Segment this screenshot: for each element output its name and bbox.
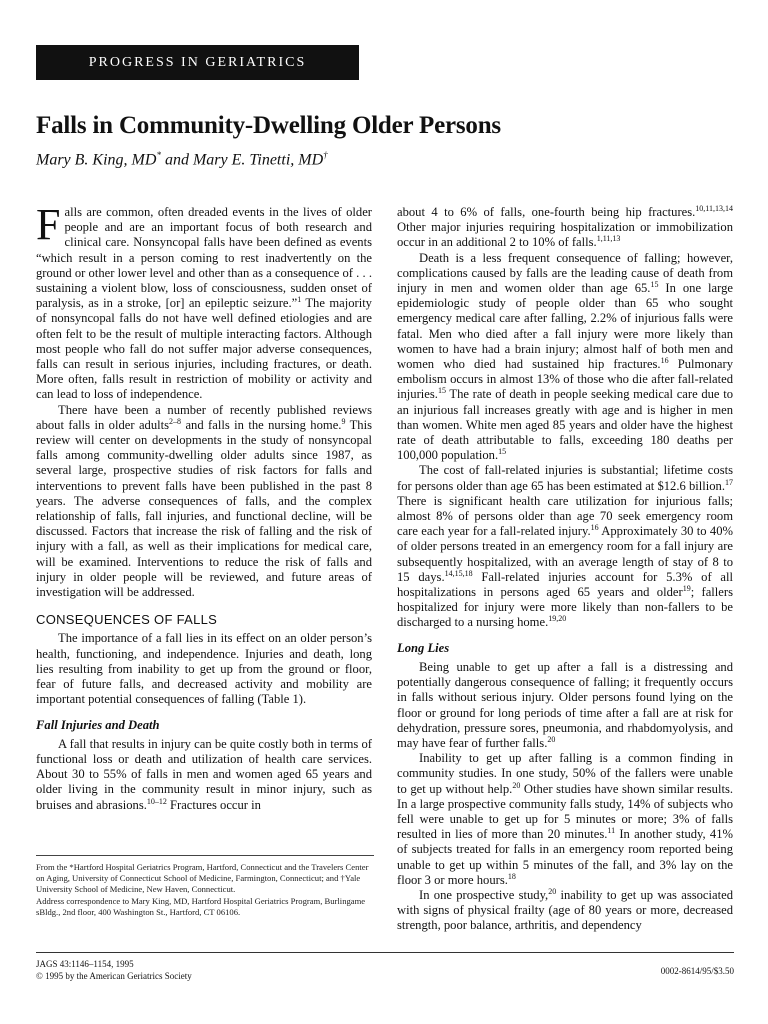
affiliation-mark-2: † [323,150,328,160]
consequences-paragraph: The importance of a fall lies in its effect on an older person’s health, functioning, and independence. Injuries and death, long lies resulting from inability to get up from the ground or floor, fear of future falls, and decreased activity and mobility are important potential consequences of falling (Table 1). [36,631,372,707]
drop-cap: F [36,200,61,249]
intro-paragraph-2: There have been a number of recently published reviews about falls in older adults$^{2-8}$ and falls in the nursing home.$^9$ This review will center on developments in the study of nonsyncopal falls among community-dwelling older adults since 1987, as several large, prospective studies of risk factors for falls and interventions to prevent falls have been published in the past 8 years. The adverse consequences of falls, and the complex relationship of falls, fall injuries, and functional decline, will be discussed. Factors that increase the risk of falling and the risk of injury with a fall, as well as their implications for medical care, will be examined. Interventions to reduce the risk of falls and injury in older people will be reviewed, and future areas of investigation will be addressed. [36,402,373,600]
subheading-long-lies: Long Lies [397,640,450,655]
affiliation-footnote: From the *Hartford Hospital Geriatrics Program, Hartford, Connecticut and the Travelers Center on Aging, University of Connecticut School of Medicine, Farmington, Connecticut; and †Yale University School of Medicine, New Haven, Connecticut. [36,862,369,894]
footer-divider [36,952,734,953]
article-code: 0002-8614/95/$3.50 [660,966,734,976]
long-lies-paragraph-1: Being unable to get up after a fall is a distressing and potentially dangerous consequence of falling; it frequently occurs in falls without serious injury. Older persons found lying on the floor or ground for long periods of time after a fall are at risk for dehydration, pressure sores, pneumonia, and rhabdomyolysis, and may have fear of further falls.$^{20}$ [397,659,733,750]
author-1: Mary B. King, MD [36,151,157,169]
affiliation-mark-1: * [156,150,161,160]
long-lies-paragraph-3: In one prospective study,$^{20}$ inability to get up was associated with signs of physical frailty (age of 80 years or more, decreased strength, poor balance, arthritis, and dependency [397,886,733,933]
journal-citation [36,958,192,982]
injuries-paragraph: A fall that results in injury can be quite costly both in terms of functional loss or death and utilization of health care services. About 30 to 55% of falls in men and women aged 65 years and older living in the community result in minor injury, such as bruises and abrasions.$^{10-12}$ Fractures occur in [36,736,372,812]
death-paragraph: Death is a less frequent consequence of falling; however, complications caused by falls are the leading cause of death from injury in men and women older than age 65.15 In one large epidemiologic study of people older than 65 who sought emergency medical care after falling, 2.2% of injurious falls were fatal. Men who died after a fall injury were more likely than women to have had a brain injury; almost half of both men and women who died had sustained hip fractures.$^{16}$ Pulmonary embolism occurs in almost 13% of those who die after fall-related injuries.$^{15}$ The rate of death in people seeking medical care due to an injurious fall increases greatly with age and is higher in men than women. White men aged 85 years and older have the highest rate of death attributable to falls, exceeding 180 deaths per 100,000 population.$^{15}$ [397,250,733,463]
footnotes [36,862,374,919]
cost-paragraph: The cost of fall-related injuries is substantial; lifetime costs for persons older than age 65 has been estimated at $12.6 billion.$^{17}$ There is significant health care utilization for injurious falls; almost 8% of persons older than age 70 seek emergency room care each year for a fall-related injury.$^{16}$ Approximately 30 to 40% of older persons treated in an emergency room for a fall injury are subsequently hospitalized, with an average length of stay of 8 to 15 days.$^{14,15,18}$ Fall-related injuries account for 5.3% of all hospitalizations in persons aged 65 years and older$^{19}$; fallers hospitalized for injury were more likely than non-fallers to be discharged to a nursing home.$^{19,20}$ [397,463,733,630]
copyright-line: © 1995 by the American Geriatrics Society [36,971,192,981]
long-lies-paragraph-2: Inability to get up after falling is a common finding in community studies. In one study, 50% of the fallers were unable to get up without help.$^{20}$ Other studies have shown similar results. In a large prospective community falls study, 14% of subjects who fell were unable to get up for 5 minutes or more; 3% of falls resulted in lies of more than 20 minutes.$^{11}$ In another study, 41% of subjects treated for falls in an emergency room reported being unable to get up within 5 minutes of the fall, and 3% lay on the floor 3 or more hours.$^{18}$ [397,751,733,887]
right-column [397,205,733,934]
left-column [36,200,373,813]
fractures-paragraph: about 4 to 6% of falls, one-fourth being hip fractures.$^{10,11,13,14}$ Other major injuries requiring hospitalization or immobilization occur in an additional 2 to 10% of falls.$^{1,11,13}$ [397,203,733,250]
intro-paragraph-1: Falls are common, often dreaded events in the lives of older people and are an important focus of both research and clinical care. Nonsyncopal falls have been defined as events “which result in a person coming to rest inadvertently on the ground or other lower level and other than as a consequence of . . . sustaining a violent blow, loss of consciousness, sudden onset of paralysis, as in a stroke, [or] an epileptic seizure.”$^1$ The majority of nonsyncopal falls do not have well defined etiologies and are often felt to be the result of multiple interacting factors. Although most people who fall do not suffer major adverse consequences, falls can result in serious injuries, including fractures, or death. More often, falls result in restriction of mobility or activity and can lead to loss of independence. [36,200,372,402]
footnote-divider [36,855,374,856]
correspondence-footnote: Address correspondence to Mary King, MD, Hartford Hospital Geriatrics Program, Burlingame sBldg., 2nd floor, 400 Washington St., Hartford, CT 06106. [36,896,366,917]
author-2: and Mary E. Tinetti, MD [160,151,324,169]
article-authors [36,150,328,169]
subheading-fall-injuries: Fall Injuries and Death [36,717,160,732]
article-title: Falls in Community-Dwelling Older Persons [36,112,501,139]
journal-reference: JAGS 43:1146–1154, 1995 [36,959,134,969]
section-banner: PROGRESS IN GERIATRICS [36,45,359,80]
section-heading-consequences: CONSEQUENCES OF FALLS [36,612,218,628]
